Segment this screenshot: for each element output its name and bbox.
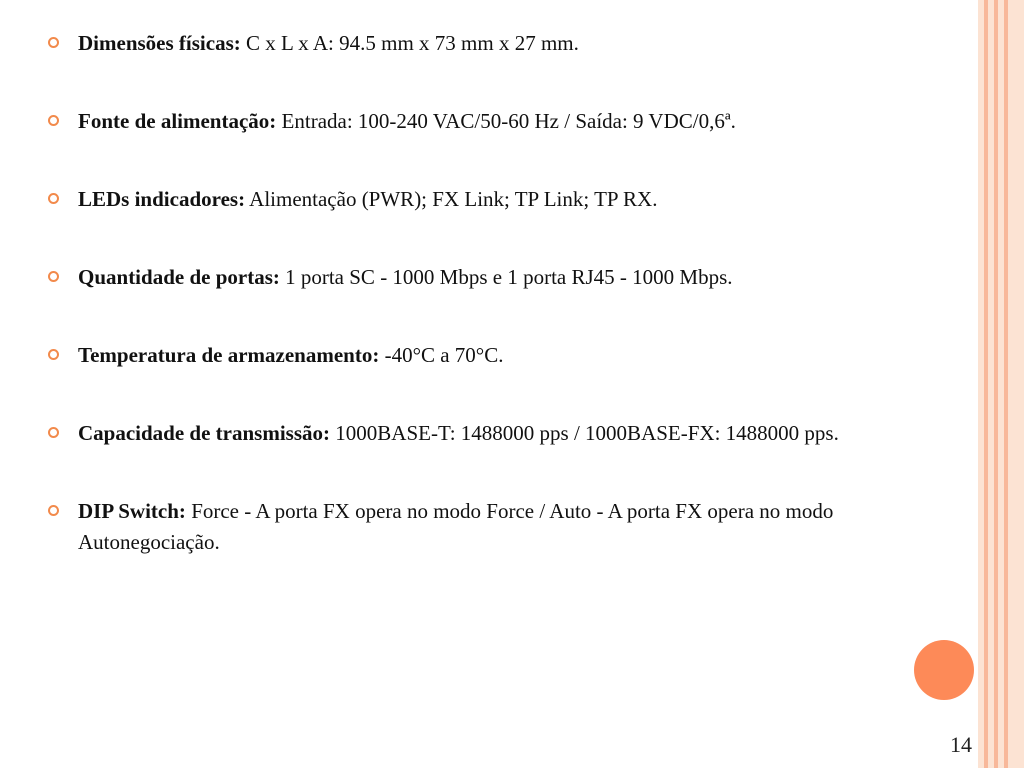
bullet-circle-icon <box>48 349 59 360</box>
bullet-label: LEDs indicadores: <box>78 187 246 211</box>
bullet-label: Quantidade de portas: <box>78 265 280 289</box>
bullet-text: Alimentação (PWR); FX Link; TP Link; TP RX. <box>245 187 658 211</box>
bullet-text: Force - A porta FX opera no modo Force / Auto - A porta FX opera no modo Autonegociação. <box>78 499 834 554</box>
bullet-label: Temperatura de armazenamento: <box>78 343 380 367</box>
bullet-circle-icon <box>48 193 59 204</box>
bullet-item-portas <box>48 262 868 293</box>
bullet-text: 1000BASE-T: 1488000 pps / 1000BASE-FX: 1488000 pps. <box>330 421 839 445</box>
bullet-circle-icon <box>48 505 59 516</box>
bullet-item-leds <box>48 184 868 215</box>
bullet-list <box>48 28 868 605</box>
bullet-text: 1 porta SC - 1000 Mbps e 1 porta RJ45 - 1000 Mbps. <box>279 265 733 289</box>
right-border-decoration <box>978 0 1024 768</box>
bullet-circle-icon <box>48 37 59 48</box>
bullet-text: C x L x A: 94.5 mm x 73 mm x 27 mm. <box>240 31 579 55</box>
bullet-item-capacidade <box>48 418 868 449</box>
bullet-label: Fonte de alimentação: <box>78 109 277 133</box>
bullet-label: Dimensões físicas: <box>78 31 241 55</box>
bullet-circle-icon <box>48 115 59 126</box>
bullet-label: Capacidade de transmissão: <box>78 421 331 445</box>
bullet-label: DIP Switch: <box>78 499 186 523</box>
bullet-text: Entrada: 100-240 VAC/50-60 Hz / Saída: 9 VDC/0,6ª. <box>276 109 736 133</box>
bullet-item-dimensoes <box>48 28 868 59</box>
bullet-circle-icon <box>48 427 59 438</box>
bullet-item-temperatura <box>48 340 868 371</box>
decorative-circle <box>914 640 974 700</box>
bullet-circle-icon <box>48 271 59 282</box>
bullet-item-fonte <box>48 106 868 137</box>
bullet-item-dip-switch <box>48 496 868 558</box>
page-number: 14 <box>950 732 972 757</box>
bullet-text: -40°C a 70°C. <box>379 343 504 367</box>
